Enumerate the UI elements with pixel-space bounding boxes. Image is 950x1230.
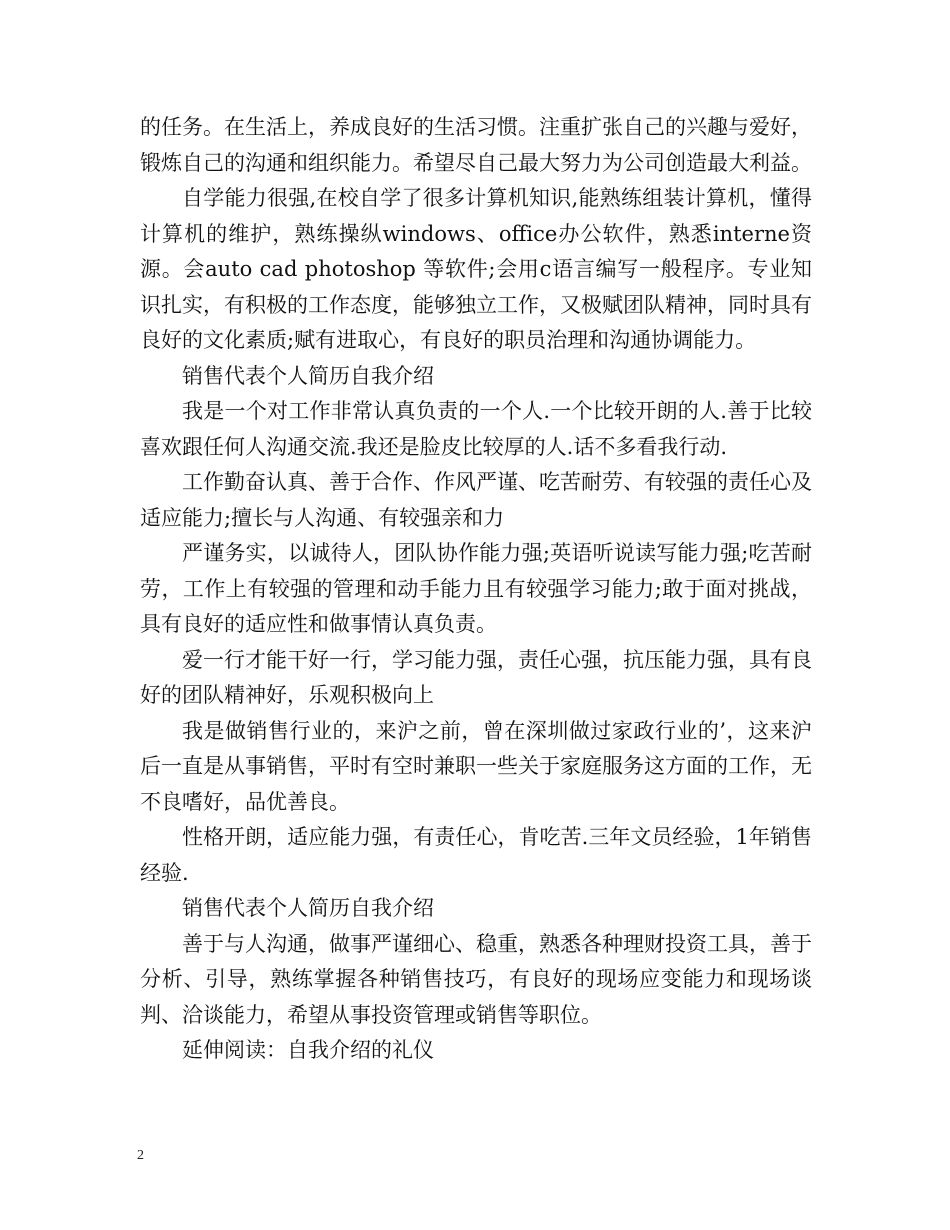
paragraph: 工作勤奋认真、善于合作、作风严谨、吃苦耐劳、有较强的责任心及适应能力;擅长与人沟通、有较强亲和力	[140, 470, 812, 530]
paragraph: 善于与人沟通，做事严谨细心、稳重，熟悉各种理财投资工具，善于分析、引导，熟练掌握各种销售技巧，有良好的现场应变能力和现场谈判、洽谈能力，希望从事投资管理或销售等职位。	[140, 931, 812, 1027]
paragraph: 的任务。在生活上，养成良好的生活习惯。注重扩张自己的兴趣与爱好，锻炼自己的沟通和组织能力。希望尽自己最大努力为公司创造最大利益。	[140, 115, 812, 175]
paragraph: 我是一个对工作非常认真负责的一个人.一个比较开朗的人.善于比较喜欢跟任何人沟通交流.我还是脸皮比较厚的人.话不多看我行动.	[140, 399, 812, 459]
paragraph: 爱一行才能干好一行，学习能力强，责任心强，抗压能力强，具有良好的团队精神好，乐观积极向上	[140, 647, 812, 707]
paragraph: 严谨务实，以诚待人，团队协作能力强;英语听说读写能力强;吃苦耐劳，工作上有较强的管理和动手能力且有较强学习能力;敢于面对挑战，具有良好的适应性和做事情认真负责。	[140, 541, 812, 636]
paragraph: 我是做销售行业的，来沪之前，曾在深圳做过家政行业的’，这来沪后一直是从事销售，平时有空时兼职一些关于家庭服务这方面的工作，无不良嗜好，品优善良。	[140, 718, 812, 814]
section-heading: 销售代表个人简历自我介绍	[182, 896, 434, 920]
page-number: 2	[137, 1148, 144, 1163]
section-heading: 销售代表个人简历自我介绍	[182, 363, 434, 388]
body-text	[140, 110, 812, 1069]
paragraph: 性格开朗，适应能力强，有责任心，肯吃苦.三年文员经验，1年销售经验.	[140, 825, 812, 885]
paragraph: 自学能力很强,在校自学了很多计算机知识,能熟练组装计算机，懂得计算机的维护，熟练操纵windows、office办公软件，熟悉interne资源。会auto cad photoshop 等软件;会用c语言编写一般程序。专业知识扎实，有积极的工作态度，能够独立工作，又极赋团队精神，同时具有良好的文化素质;赋有进取心，有良好的职员治理和沟通协调能力。	[140, 186, 812, 352]
paragraph: 延伸阅读：自我介绍的礼仪	[182, 1038, 434, 1062]
